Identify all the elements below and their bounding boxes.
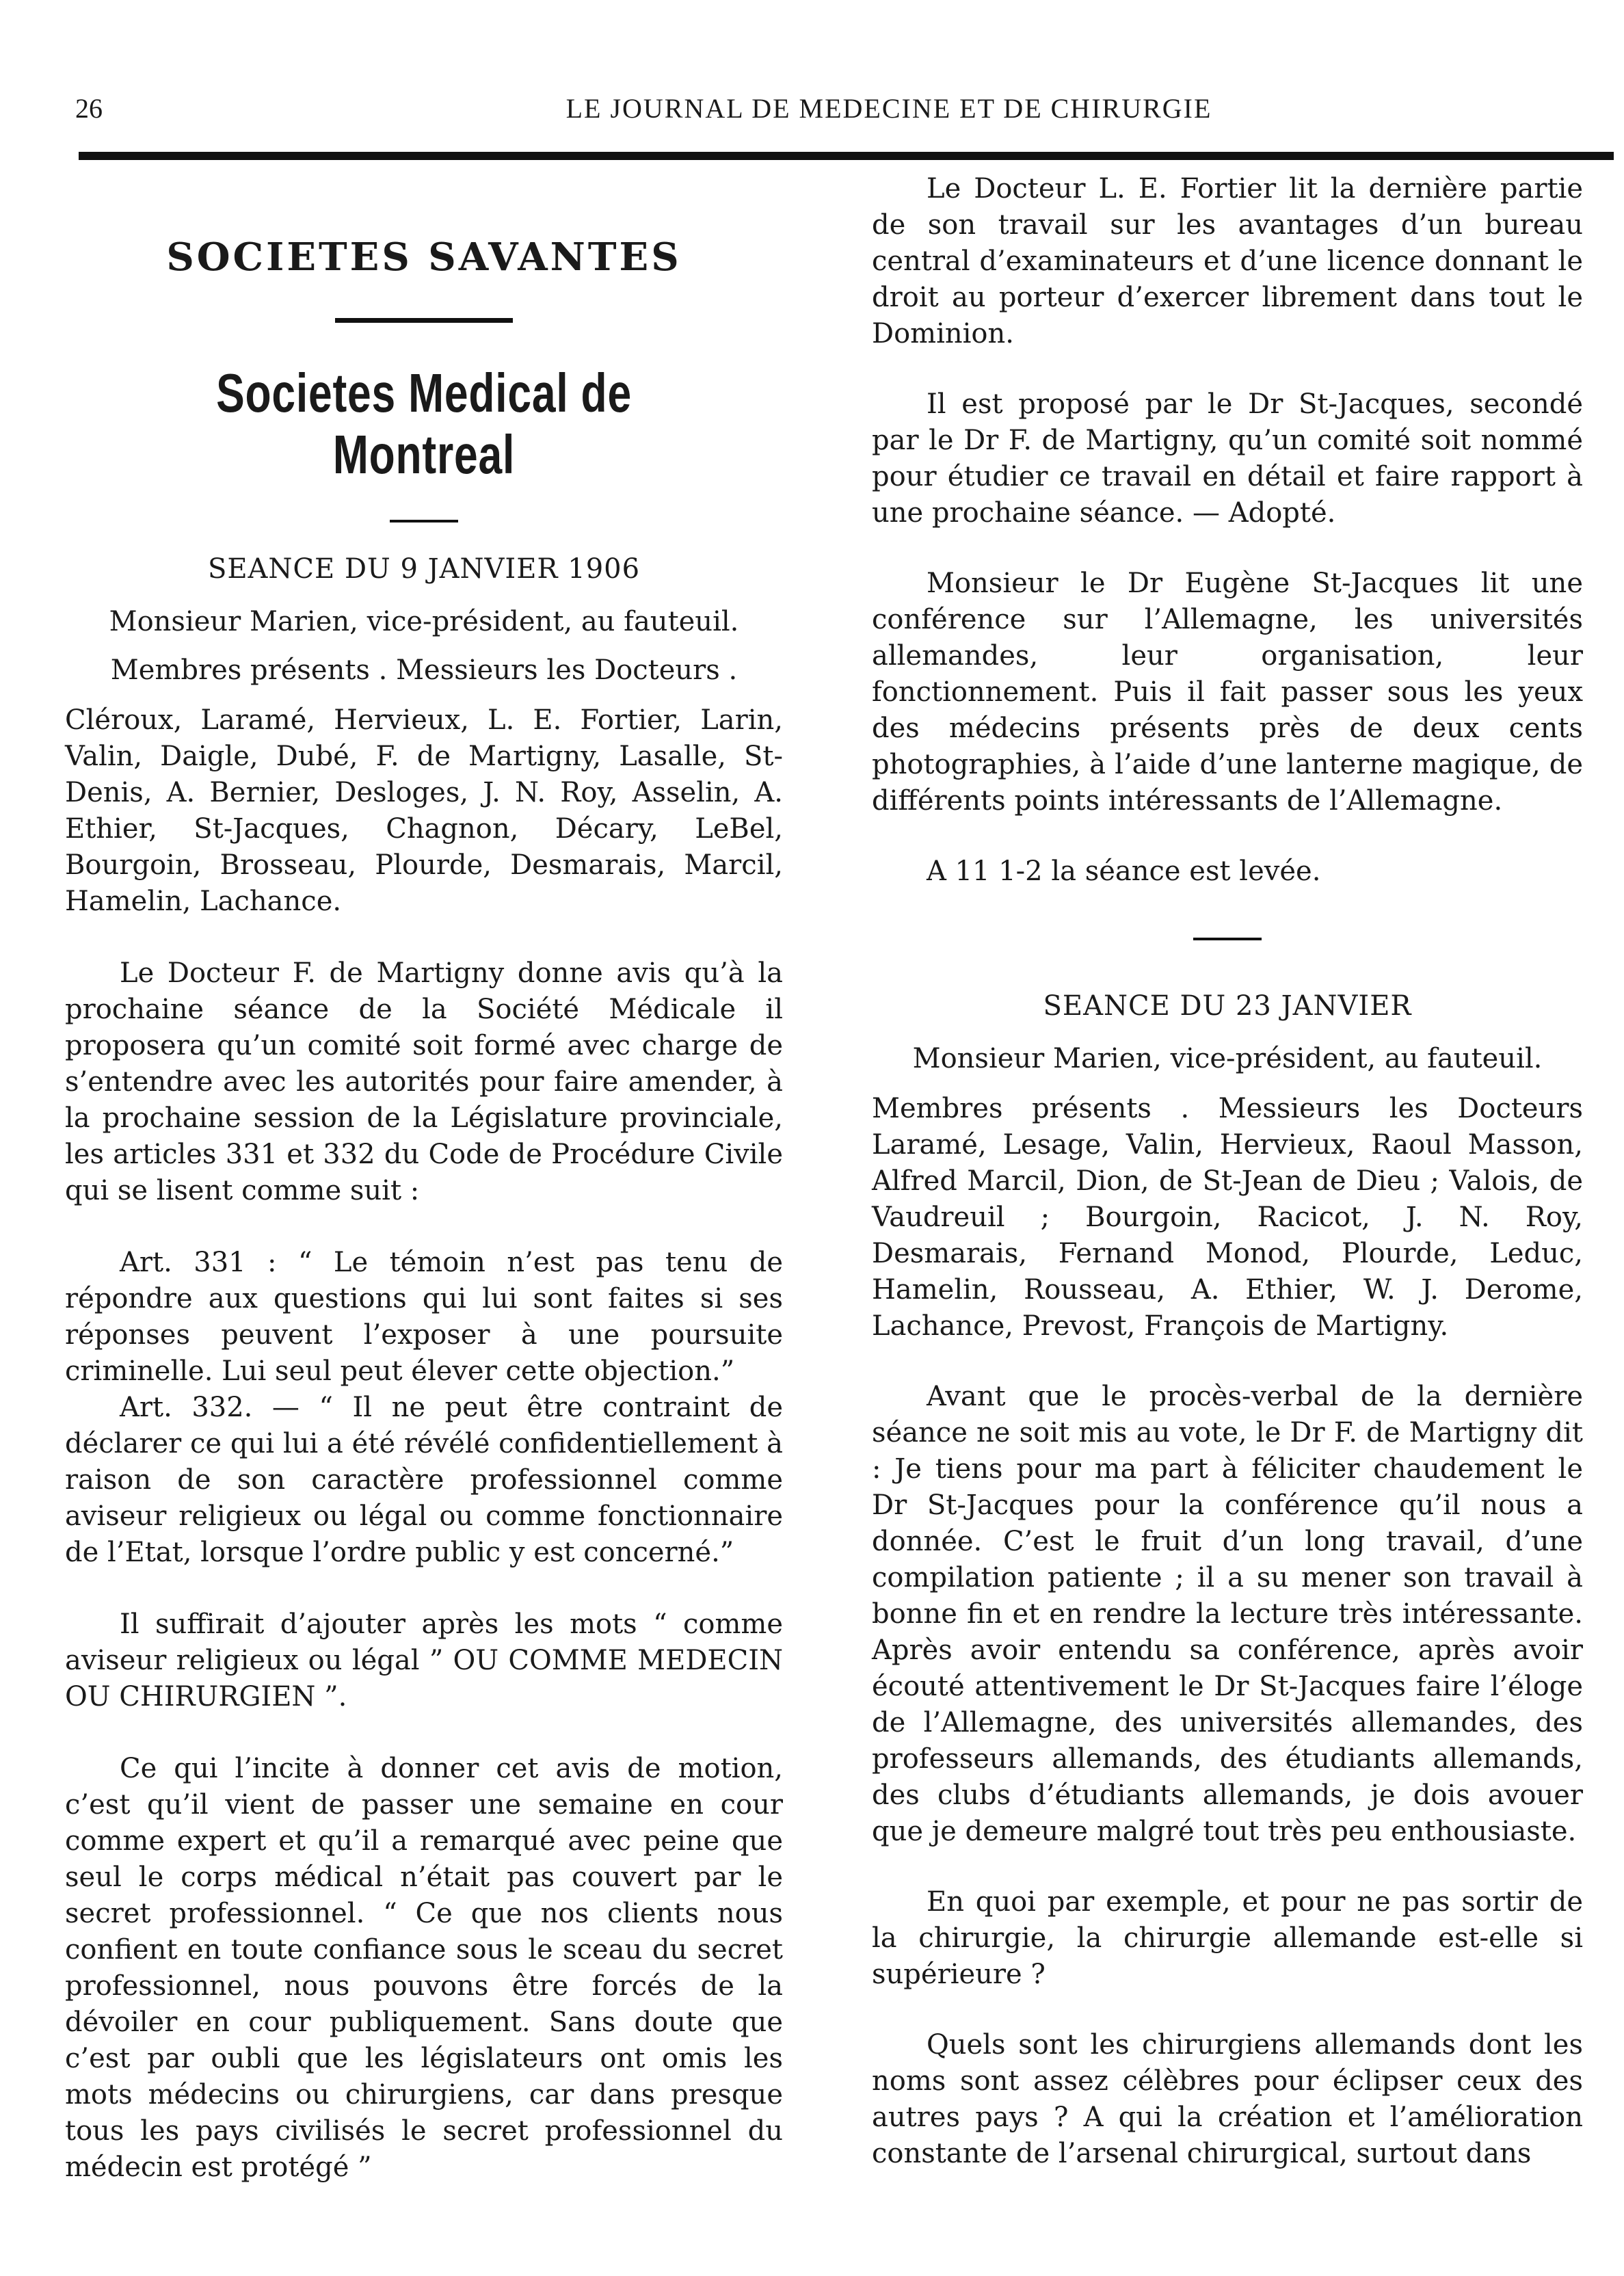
section-divider [335, 318, 513, 323]
running-title: LE JOURNAL DE MEDECINE ET DE CHIRURGIE [565, 93, 1212, 124]
members-list-2: Membres présents . Messieurs les Docteurs Laramé, Lesage, Valin, Hervieux, Raoul Masson, Alfred Marcil, Dion, de St-Jean de Dieu ; Valois, de Vaudreuil ; Bourgoin, Racicot, J. N. Roy, Desmarais, Fernand Monod, Plourde, Leduc, Hamelin, Rousseau, A. Ethier, W. J. Derome, Lachance, Prevost, François de Martigny. [872, 1093, 1583, 1342]
session-heading-1: SEANCE DU 9 JANVIER 1906 [207, 553, 641, 585]
left-column [65, 171, 783, 2186]
paragraph: Il est proposé par le Dr St-Jacques, secondé par le Dr F. de Martigny, qu’un comité soit nommé pour étudier ce travail en détail et faire rapport à une prochaine séance. — Adopté. [872, 388, 1583, 529]
society-title: Societes Medical de Montreal [216, 362, 632, 485]
section-title: SOCIETES SAVANTES [166, 235, 682, 280]
members-list-1: Cléroux, Laramé, Hervieux, L. E. Fortier, Larin, Valin, Daigle, Dubé, F. de Martigny, Lasalle, St-Denis, A. Bernier, Desloges, J. N. Roy, Asselin, A. Ethier, St-Jacques, Chagnon, Décary, LeBel, Bourgoin, Brosseau, Plourde, Desmarais, Marcil, Hamelin, Lachance. [65, 704, 783, 917]
session-divider [1193, 938, 1262, 940]
paragraph: Il suffirait d’ajouter après les mots “ comme aviseur religieux ou légal ” OU COMME MEDECIN OU CHIRURGIEN ”. [65, 1609, 783, 1712]
paragraph: Le Docteur L. E. Fortier lit la dernière partie de son travail sur les avantages d’un bureau central d’examinateurs et d’une licence donnant le droit au porteur d’exercer librement dans tout le Dominion. [872, 173, 1583, 349]
paragraph: Le Docteur F. de Martigny donne avis qu’à la prochaine séance de la Société Médicale il proposera qu’un comité soit formé avec charge de s’entendre avec les autorités pour faire amender, à la prochaine session de la Législature provinciale, les articles 331 et 332 du Code de Procédure Civile qui se lisent comme suit : [65, 957, 783, 1206]
paragraph: Avant que le procès-verbal de la dernière séance ne soit mis au vote, le Dr F. de Martigny dit : Je tiens pour ma part à féliciter chaudement le Dr St-Jacques pour la conférence qu’il nous a donnée. C’est le fruit d’un long travail, d’une compilation patiente ; il a su mener son travail à bonne fin et en rendre la lecture très intéressante. Après avoir entendu sa conférence, après avoir écouté attentivement le Dr St-Jacques faire l’éloge de l’Allemagne, des universités allemandes, des professeurs allemands, des étudiants allemands, des clubs d’étudiants allemands, je dois avouer que je demeure malgré tout très peu enthousiaste. [872, 1381, 1583, 1847]
adjournment-line: A 11 1-2 la séance est levée. [927, 856, 1321, 887]
paragraph: En quoi par exemple, et pour ne pas sortir de la chirurgie, la chirurgie allemande est-elle si supérieure ? [872, 1886, 1583, 1990]
page-number: 26 [75, 93, 103, 124]
chair-line-1: Monsieur Marien, vice-président, au fauteuil. [109, 606, 739, 637]
members-label-1: Membres présents . Messieurs les Docteurs . [110, 654, 738, 686]
chair-line-2: Monsieur Marien, vice-président, au fauteuil. [912, 1043, 1543, 1074]
title-divider [390, 520, 458, 522]
right-column [872, 171, 1583, 2172]
paragraph: Ce qui l’incite à donner cet avis de motion, c’est qu’il vient de passer une semaine en cour comme expert et qu’il a remarqué avec peine que seul le corps médical n’était pas couvert par le secret professionnel. “ Ce que nos clients nous confient en toute confiance sous le sceau du secret professionnel, nous pouvons être forcés de la dévoiler en cour publiquement. Sans doute que c’est par oubli que les législateurs ont omis les mots médecins ou chirurgiens, car dans presque tous les pays civilisés le secret professionnel du médecin est protégé ” [65, 1753, 783, 2183]
article-331: Art. 331 : “ Le témoin n’est pas tenu de répondre aux questions qui lui sont faites si ses réponses peuvent l’exposer à une poursuite criminelle. Lui seul peut élever cette objection.” [65, 1247, 783, 1387]
header-rule [79, 152, 1614, 160]
session-heading-2: SEANCE DU 23 JANVIER [1043, 990, 1412, 1022]
paragraph: Monsieur le Dr Eugène St-Jacques lit une conférence sur l’Allemagne, les universités allemandes, leur organisation, leur fonctionnement. Puis il fait passer sous les yeux des médecins présents près de deux cents photographies, à l’aide d’une lanterne magique, de différents points intéressants de l’Allemagne. [872, 568, 1583, 817]
article-332: Art. 332. — “ Il ne peut être contraint de déclarer ce qui lui a été révélé confidentiellement à raison de son caractère professionnel comme aviseur religieux ou légal ou comme fonctionnaire de l’Etat, lorsque l’ordre public y est concerné.” [65, 1392, 783, 1568]
paragraph: Quels sont les chirurgiens allemands dont les noms sont assez célèbres pour éclipser ceux des autres pays ? A qui la création et l’amélioration constante de l’arsenal chirurgical, surtout dans [872, 2029, 1583, 2169]
